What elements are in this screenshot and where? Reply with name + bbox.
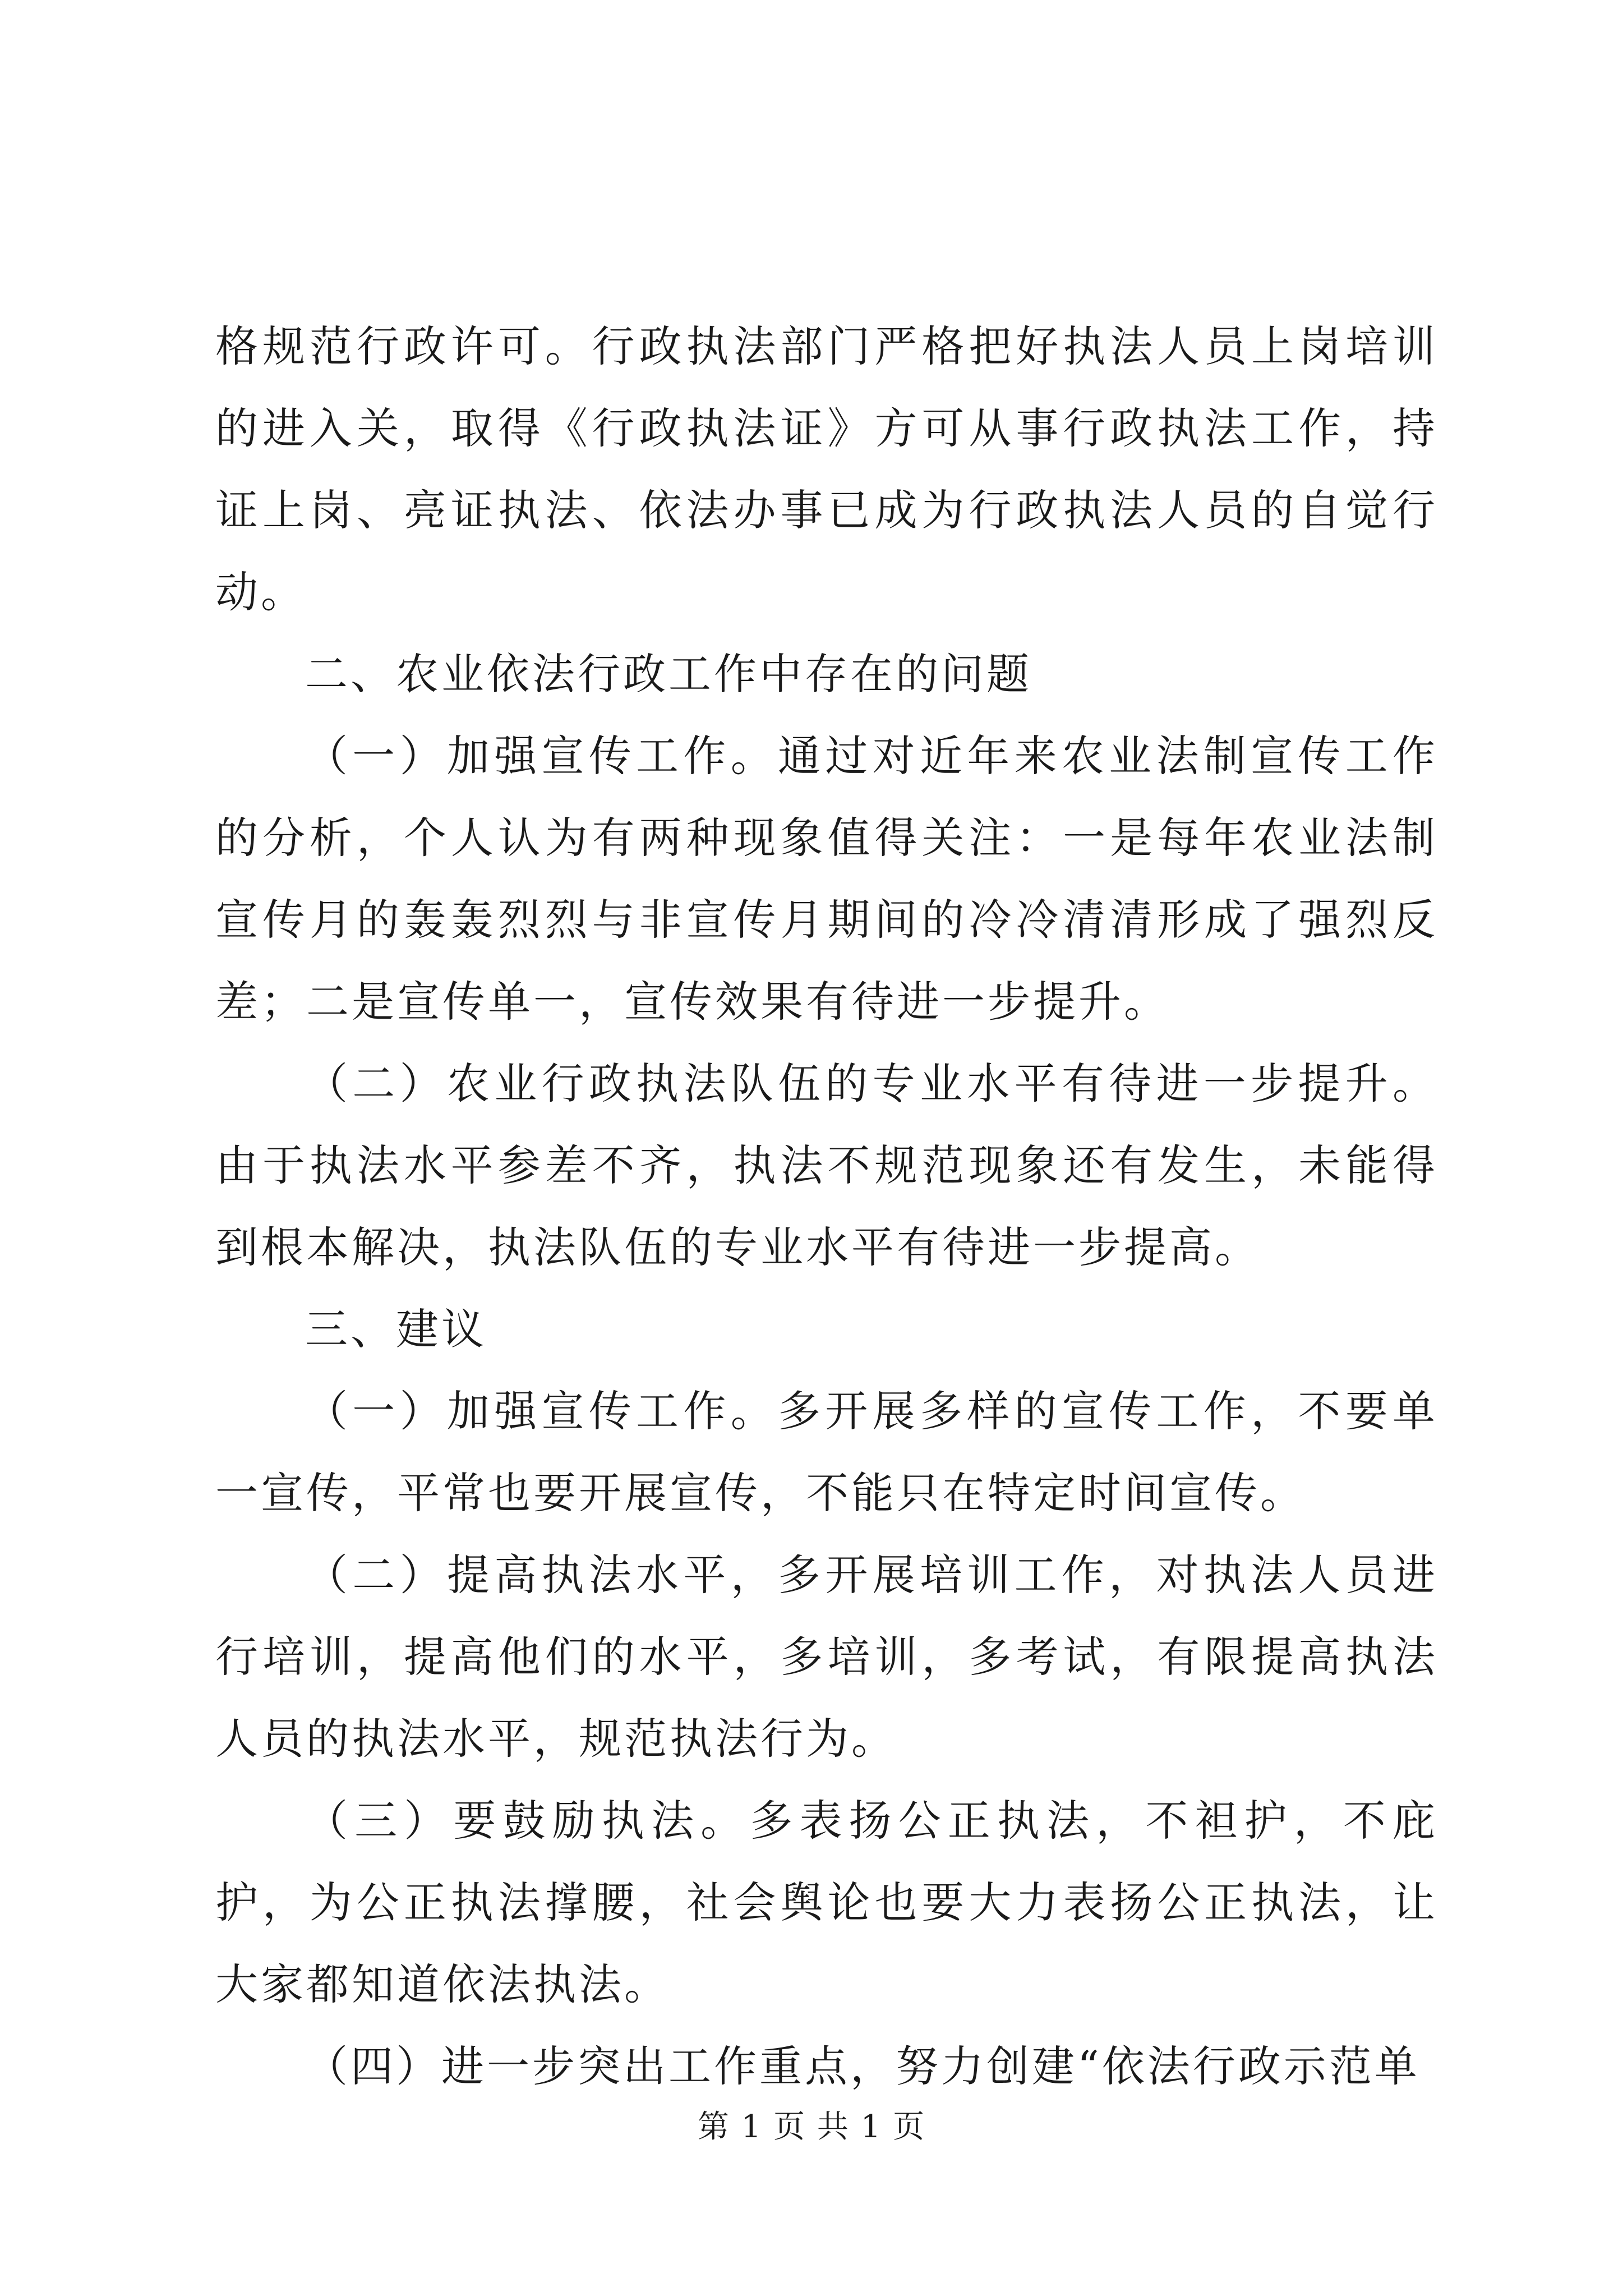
paragraph-suggestion-3: （三）要鼓励执法。多表扬公正执法，不袒护，不庇护，为公正执法撑腰，社会舆论也要大力表扬公正执法，让大家都知道依法执法。 <box>215 1796 1438 2009</box>
paragraph-problem-2: （二）农业行政执法队伍的专业水平有待进一步提升。由于执法水平参差不齐，执法不规范现象还有发生，未能得到根本解决，执法队伍的专业水平有待进一步提高。 <box>215 1059 1438 1272</box>
section-heading-suggestions: 三、建议 <box>305 1304 487 1354</box>
section-heading-problems: 二、农业依法行政工作中存在的问题 <box>305 649 1032 699</box>
paragraph-problem-1: （一）加强宣传工作。通过对近年来农业法制宣传工作的分析，个人认为有两种现象值得关注：一是每年农业法制宣传月的轰轰烈烈与非宣传月期间的冷冷清清形成了强烈反差；二是宣传单一，宣传效果有待进一步提升。 <box>215 731 1438 1027</box>
paragraph-suggestion-4: （四）进一步突出工作重点，努力创建“依法行政示范单 <box>305 2041 1420 2091</box>
paragraph-suggestion-2: （二）提高执法水平，多开展培训工作，对执法人员进行培训，提高他们的水平，多培训，多考试，有限提高执法人员的执法水平，规范执法行为。 <box>215 1550 1438 1764</box>
paragraph-suggestion-1: （一）加强宣传工作。多开展多样的宣传工作，不要单一宣传，平常也要开展宣传，不能只在特定时间宣传。 <box>215 1386 1438 1518</box>
paragraph-continuation: 格规范行政许可。行政执法部门严格把好执法人员上岗培训的进入关，取得《行政执法证》方可从事行政执法工作，持证上岗、亮证执法、依法办事已成为行政执法人员的自觉行动。 <box>215 321 1438 617</box>
document-body <box>215 306 1438 2108</box>
page-footer: 第 1 页 共 1 页 <box>697 2109 926 2145</box>
